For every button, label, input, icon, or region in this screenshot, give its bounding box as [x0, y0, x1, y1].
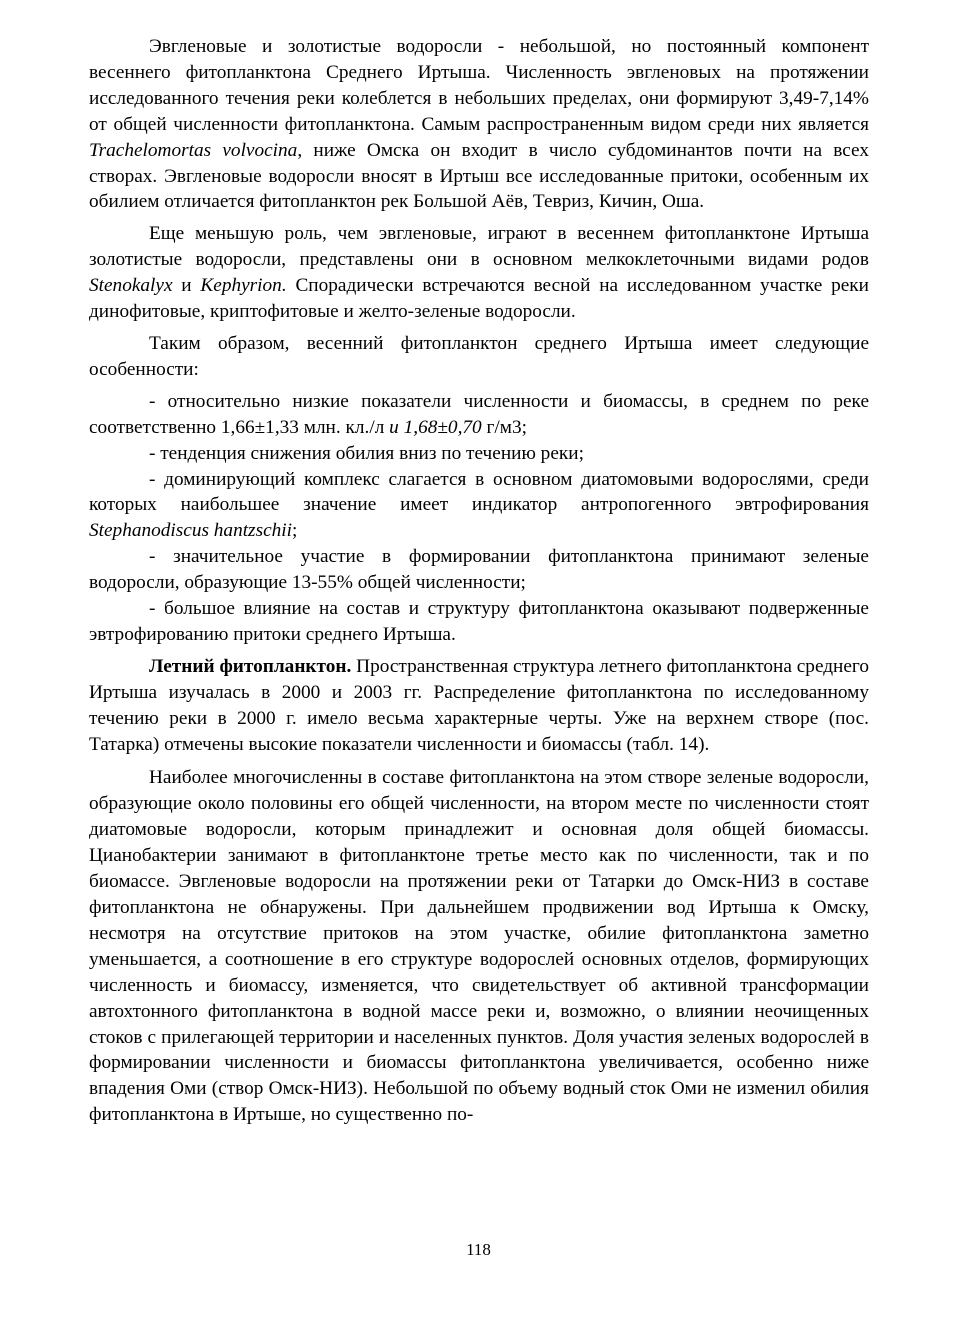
- paragraph-summer-phytoplankton: Летний фитопланктон. Пространственная структура летнего фитопланктона среднего Иртыша изучалась в 2000 и 2003 гг. Распределение фитопланктона по исследованному течению реки в 2000 г. имело весьма характерные черты. Уже на верхнем створе (пос. Татарка) отмечены высокие показатели численности и биомассы (табл. 14).: [89, 655, 870, 755]
- genus-name: Stenokalyx: [89, 275, 173, 297]
- list-item: - тенденция снижения обилия вниз по течению реки;: [149, 442, 584, 464]
- page-number: 118: [466, 1240, 491, 1259]
- list-item: - относительно низкие показатели численности и биомассы, в среднем по реке соответственно 1,66±1,33 млн. кл./л и 1,68±0,70 г/м3;: [89, 390, 869, 438]
- list-item: - доминирующий комплекс слагается в основном диатомовыми водорослями, среди которых наибольшее значение имеет индикатор антропогенного эвтрофирования Stephanodiscus hantzschii;: [89, 468, 869, 542]
- genus-name: Kephyrion.: [200, 275, 287, 297]
- section-heading: Летний фитопланктон.: [149, 655, 352, 677]
- list-item: - значительное участие в формировании фитопланктона принимают зеленые водоросли, образующие 13-55% общей численности;: [89, 546, 869, 594]
- list-item: - большое влияние на состав и структуру фитопланктона оказывают подверженные эвтрофированию притоки среднего Иртыша.: [89, 598, 869, 645]
- paragraph-tatarka-station: Наиболее многочисленны в составе фитопланктона на этом створе зеленые водоросли, образующие около половины его общей численности, на втором месте по численности стоят диатомовые водоросли, которым принадлежит и основная доля общей биомассы. Цианобактерии занимают в фитопланктоне третье место как по численности, так и по биомассе. Эвгленовые водоросли на протяжении реки от Татарки до Омск-НИЗ в составе фитопланктона не обнаружены. При дальнейшем продвижении вод Иртыша к Омску, несмотря на отсутствие притоков на этом участке, обилие фитопланктона заметно уменьшается, а соотношение в его структуре водорослей основных отделов, формирующих численность и биомассу, изменяется, что свидетельствует об активной трансформации автохтонного фитопланктона в водной массе реки и, возможно, о влиянии неочищенных стоков с прилегающей территории и населенных пунктов. Доля участия зеленых водорослей в формировании численности и биомассы фитопланктона увеличивается, особенно ниже впадения Оми (створ Омск-НИЗ). Небольшой по объему водный сток Оми не изменил обилия фитопланктона в Иртыше, но существенно по-: [89, 767, 869, 1126]
- paragraph-chrysophytes: Еще меньшую роль, чем эвгленовые, играют в весеннем фитопланктоне Иртыша золотистые водоросли, представлены они в основном мелкоклеточными видами родов Stenokalyx и Kephyrion. Спорадически встречаются весной на исследованном участке реки динофитовые, криптофитовые и желто-зеленые водоросли.: [89, 223, 869, 323]
- species-name: Stephanodiscus hantzschii: [89, 520, 292, 542]
- paragraph-summary-intro: Таким образом, весенний фитопланктон среднего Иртыша имеет следующие особенности:: [89, 332, 869, 380]
- page-body: [89, 34, 869, 1128]
- species-name: Trachelomortas volvocina: [89, 139, 298, 161]
- paragraph-euglenophytes: Эвгленовые и золотистые водоросли - небольшой, но постоянный компонент весеннего фитопланктона Среднего Иртыша. Численность эвгленовых на протяжении исследованного течения реки колеблется в небольших пределах, они формируют 3,49-7,14% от общей численности фитопланктона. Самым распространенным видом среди них является Trachelomortas volvocina, ниже Омска он входит в число субдоминантов почти на всех створах. Эвгленовые водоросли вносят в Иртыш все исследованные притоки, особенным их обилием отличается фитопланктон рек Большой Аёв, Тевриз, Кичин, Оша.: [89, 36, 869, 213]
